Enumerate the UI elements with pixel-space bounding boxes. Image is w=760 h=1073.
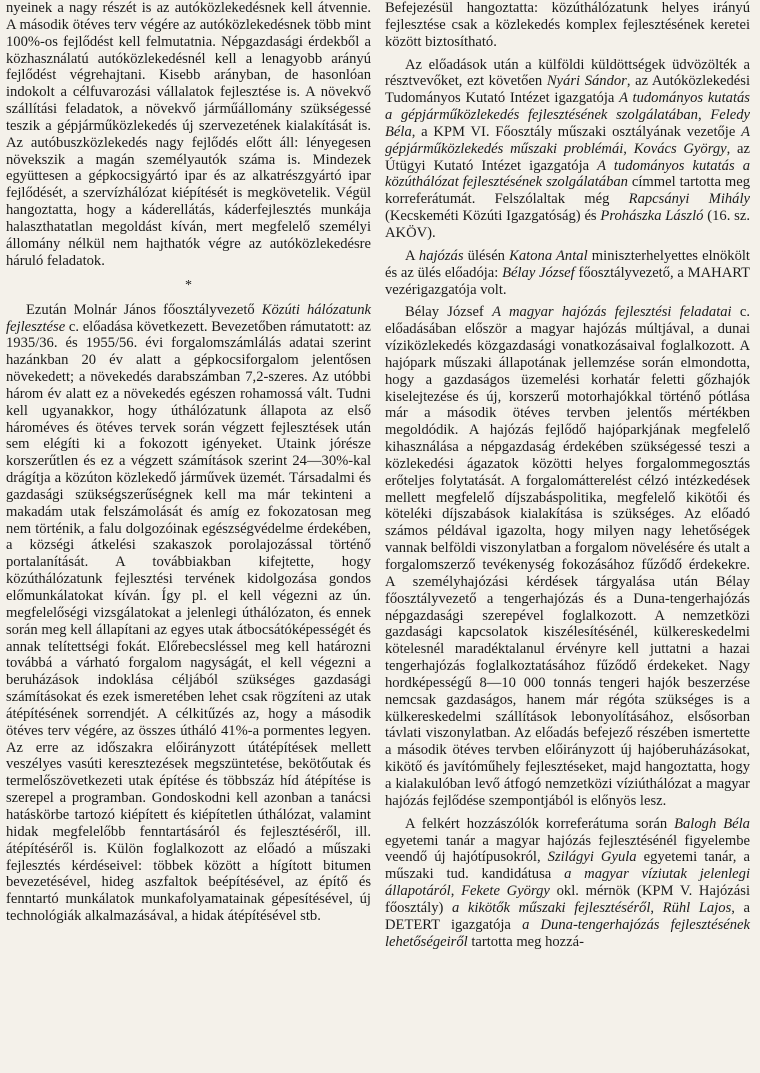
paragraph-kozuti-halozat: Ezután Molnár János főosztályvezető Közúti hálózatunk fejlesztése c. előadása következett. Bevezetőben rámutatott: az 1935/36. és 1955/56. évi forgalomszámlálás adatai szerint hazánkban 20 év alatt a gépkocsiforgalom jelentősen növekedett; a növekedés darabszámban 7,2-szeres. Az utóbbi három év alatt ez a növekedés egészen rohamossá vált. Tudni kell ugyanakkor, hogy úthálózatunk állapota az első hároméves és ötéves tervek során végzett fejlesztések után sem elégíti ki a fokozott igényeket. Utaink jórésze korszerűtlen és ez a végzett számítások szerint 24—30%-kal drágítja a közúton közlekedő járművek üzemét. Társadalmi és gazdasági szükségszerűségnek kell ma már tekinteni a makadám utak felszámolását és amíg ez fokozatosan meg nem történik, a falu dolgozóinak egészségvédelme érdekében, a községi átkelési szakaszok porolajozással történő portalanítását. A továbbiakban kifejtette, hogy közúthálózatunk fejlesztési tervének kidolgozása gondos előmunkálatokat kíván. Így pl. el kell végezni az ún. megfelelőségi vizsgálatokat a jelenlegi úthálózaton, és ennek során meg kell állapítani az egyes utak átbocsátóképességét és annak telítettségi fokát. Előrebecsléssel meg kell határozni továbbá a várható forgalom nagyságát, el kell végezni a beruházások indoklása céljából szükséges gazdasági számításokat és ezek ismeretében lehet csak rögzíteni az utak átépítésének sorrendjét. A célkitűzés az, hogy a második ötéves terv végére, az összes útháló 41%-a pormentes legyen. Az erre az időszakra előirányzott útátépítések mellett veszélyes vasúti keresztezések megszüntetése, bekötőutak és termelőszövetkezeti utak építése és többszáz híd átépítése is szerepel a programban. Gondoskodni kell azonban a tanácsi hatáskörbe tartozó kiépített és kiépítetlen úthálózat, valamint hidak megfelelőbb fenntartásáról és fejlesztéséről, ill. átépítéséről is. Külön foglalkozott az előadó a műszaki fejlesztés kérdéseivel: többek között a hígított bitumen bevezetésével, hideg aszfaltok beépítésével, az építő és fenntartó munkálatok munkafolyamatainak gépesítésével, új technológiák alkalmazásával, a hidak átépítésével stb. (6, 301, 371, 925)
paragraph-hozzaszolok: A felkért hozzászólók korreferátuma során Balogh Béla egyetemi tanár a magyar hajózás fejlesztésénél figyelembe veendő új hajótípusokról, Szilágyi Gyula egyetemi tanár, a műszaki tud. kandidátusa a magyar víziutak jelenlegi állapotáról, Fekete György okl. mérnök (KPM V. Hajózási főosztály) a kikötők műszaki fejlesztéséről, Rühl Lajos, a DETERT igazgatója a Duna-tengerhajózás fejlesztésének lehetőségeiről tartotta meg hozzá- (385, 815, 751, 950)
lecture-title: Közúti hálózatunk fejlesztése (6, 301, 371, 335)
paragraph-hajozas-ules: A hajózás ülésén Katona Antal miniszterhelyettes elnökölt és az ülés előadója: Bélay József főosztályvezető, a MAHART vezérigazgatója volt. (385, 247, 751, 298)
section-separator: * (185, 277, 192, 293)
paragraph-korreferatumok: Az előadások után a külföldi küldöttségek üdvözölték a résztvevőket, ezt követően Nyári Sándor, az Autóközlekedési Tudományos Kutató Intézet igazgatója A tudományos kutatás a gépjárműközlekedés fejlesztésének szolgálatában, Feledy Béla, a KPM VI. Főosztály műszaki osztályának vezetője A gépjárműközlekedés műszaki problémái, Kovács György, az Útügyi Kutató Intézet igazgatója A tudományos kutatás a közúthálózat fejlesztésének szolgálatában címmel tartotta meg korreferátumát. Felszólaltak még Rapcsányi Mihály (Kecskeméti Közúti Igazgatóság) és Prohászka László (16. sz. AKÖV). (385, 56, 751, 241)
paragraph-autokozlekedes: nyeinek a nagy részét is az autóközlekedésnek kell átvennie. A második ötéves terv végére az autóközlekedésnek több mint 100%-os fejlődést kell felmutatnia. Népgazdasági érdekből a közhasználatú autóközlekedésnél kell a lenagyobb arányú fejlődést végrehajtani. Kisebb arányban, de hasonlóan indokolt a célfuvarozási vállalatok fejlesztése is. A növekvő szállítási feladatok, a növekvő járműállomány szükségessé teszik a gépjárműközlekedés új szervezetének kialakítását is. Az autóbuszközlekedés nagy fejlődés előtt áll: lényegesen növekszik a magán személyautók száma is. Mindezek együttesen a gépkocsigyártó ipar és az alkatrészgyártó ipar fejlődését, a szervízhálózat kiépítését is megkövetelik. Végül hangoztatta, hogy a káderellátás, káderfejlesztés munkája halaszthatatlan megoldást kíván, mert megfelelő személyi állomány nélkül nem hajthatók végre az autóközlekedésre háruló feladatok. (6, 0, 371, 269)
right-column (385, 0, 750, 1073)
paragraph-belay-eloadas: Bélay József A magyar hajózás fejlesztési feladatai c. előadásában először a magyar hajózás múltjával, a dunai víziközlekedés közgazdasági vonatkozásaival foglalkozott. A hajópark műszaki állapotának jellemzése során elmondotta, hogy a gazdaságos üzemelési korhatár feletti gőzhajók kiselejtezése és új, korszerű motorhajókkal történő pótlása már a második ötéves tervben jelentős mértékben megoldódik. A hajózás fejlődő hajóparkjának megfelelő kihasználása a népgazdaság érdekében szükségessé teszi a közlekedési ágazatok közötti helyes forgalommegosztás erőteljes folytatását. A forgalomátterelést célzó intézkedések mellett megfelelő díjszabáspolitika, megfelelő kikötői és köteléki díjszabások kialakítása is szükséges. Az előadó számos példával igazolta, hogy milyen nagy lehetőségek vannak belföldi viszonylatban a forgalom növelésére és utalt a forgalomszerző tevékenység fokozásához fűződő érdekekre. A személyhajózási kérdések tárgyalása után Bélay főosztályvezető a tengerhajózás és a Duna-tengerhajózás népgazdasági szerepével foglalkozott. A nemzetközi gazdasági kapcsolatok kiszélesítésénél, külkereskedelmi kötelesnél maradéktalanul érvényre kell juttatni a hazai tengerhajózás foglalkoztatásához fűződő érdekeket. Nagy hordképességű 8—10 000 tonnás tengeri hajók beszerzése nemcsak gazdaságos, hanem már régóta szükséges is a külkereskedelmi szállítások lebonyolításához, elsősorban távlati viszonylatban. Az előadás befejező részében ismertette a második ötéves tervben előirányzott új hajóberuházásokat, kikötő és javítóműhely fejlesztéseket, majd hangoztatta, hogy a kialakulóban levő átfogó nemzetközi víziúthálózat a magyar hajózás fejlődése szempontjából is előnyös lesz. (385, 304, 751, 809)
left-column (6, 0, 371, 1073)
paragraph-befejezes: Befejezésül hangoztatta: közúthálózatunk helyes irányú fejlesztése csak a közlekedés komplex fejlesztésének keretei között biztosítható. (385, 0, 750, 50)
